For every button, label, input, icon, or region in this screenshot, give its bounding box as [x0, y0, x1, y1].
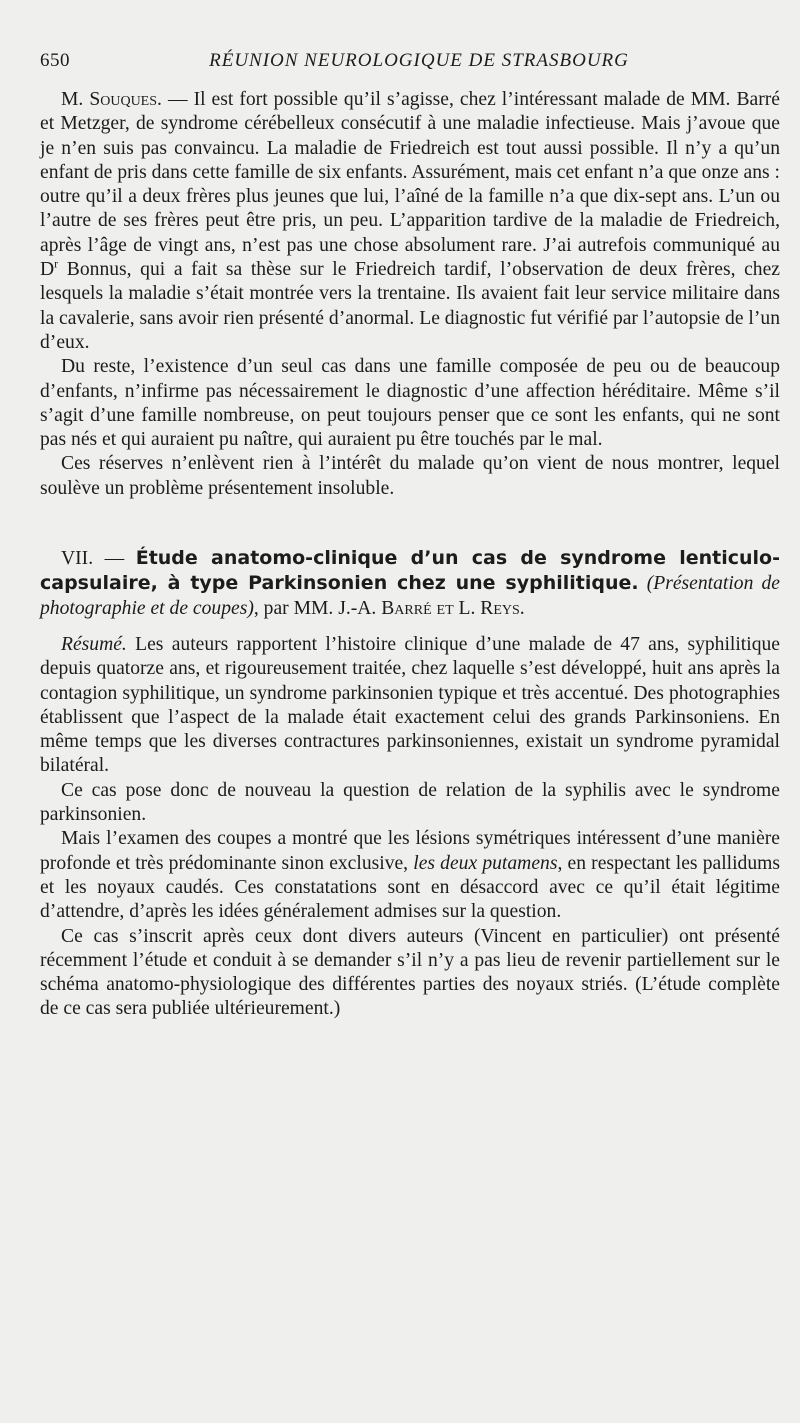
resume-label: Résumé.	[61, 633, 127, 655]
paragraph-text: — Il est fort possible qu’il s’agisse, chez l’intéressant malade de MM. Barré et Metzger, de syndrome cérébelleux consécutif à une maladie infectieuse. Mais j’avoue que je n’en suis pas convaincu. La maladie de Friedreich est tout aussi possible. Il n’y a qu’un enfant de pris dans cette famille de six enfants. Assurément, mais cet enfant n’a que onze ans : outre qu’il a deux frères plus jeunes que lui, l’aîné de la famille n’a que dix-sept ans. L’un ou l’autre de ses frères peut être pris, un peu. L’apparition tardive de la maladie de Friedreich, après l’âge de vingt ans, n’est pas une chose absolument rare. J’ai autrefois communiqué au D	[40, 89, 780, 281]
communication-number: VII. —	[61, 548, 136, 570]
communication-presentation: (Présentation de photographie et de coupes)	[40, 573, 780, 619]
resume-text: Les auteurs rapportent l’histoire clinique d’une malade de 47 ans, syphilitique depuis quatorze ans, et rigoureusement traitée, chez laquelle s’est développé, huit ans après la contagion syphilitique, un syndrome parkinsonien typique et très accentué. Des photographies établissent que l’aspect de la malade était exactement celui des grands Parkinsoniens. En même temps que les diverses contractures parkinsoniennes, existait un syndrome pyramidal bilatéral.	[40, 633, 780, 777]
paragraph-final: Ce cas s’inscrit après ceux dont divers auteurs (Vincent en particulier) ont présenté récemment l’étude et conduit à se demander s’il n’y a pas lieu de revenir partiellement sur le schéma anatomo-physiologique des différentes parties des noyaux striés. (L’étude complète de ce cas sera publiée ultérieurement.)	[40, 925, 780, 1020]
running-head	[40, 50, 768, 76]
communication-title: Étude anatomo-clinique d’un cas de syndrome lenticulo-capsulaire, à type Parkinsonien chez une syphilitique.	[40, 547, 780, 595]
communication-heading	[40, 546, 780, 621]
communication-authors: J.-A. Barré et L. Reys.	[338, 597, 525, 619]
paragraph-souques	[40, 88, 780, 355]
authors-prefix: , par MM.	[253, 597, 339, 619]
running-title: RÉUNION NEUROLOGIQUE DE STRASBOURG	[209, 50, 629, 71]
examen-text-start: Mais l’examen des coupes a montré que les lésions symétriques intéressent d’une manière profonde et très prédominante sinon exclusive,	[40, 828, 780, 874]
paragraph-resume	[40, 633, 780, 779]
paragraph-reserves: Ces réserves n’enlèvent rien à l’intérêt du malade qu’on vient de nous montrer, lequel soulève un problème présentement insoluble.	[40, 453, 780, 499]
paragraph-examen	[40, 827, 780, 924]
superscript: r	[54, 256, 59, 271]
examen-italic: les deux putamens	[413, 852, 558, 874]
paragraph-text-end: Bonnus, qui a fait sa thèse sur le Friedreich tardif, l’observation de deux frères, chez lesquels la maladie s’était montrée vers la trentaine. Ils avaient fait leur service militaire dans la cavalerie, sans avoir rien présenté d’anormal. Le diagnostic fut vérifié par l’autopsie de l’un d’eux.	[40, 259, 780, 353]
paragraph-du-reste: Du reste, l’existence d’un seul cas dans une famille composée de peu ou de beaucoup d’enfants, n’infirme pas nécessairement le diagnostic d’une affection héréditaire. Même s’il s’agit d’une famille nombreuse, on peut toujours penser que ce sont les enfants, qui ne sont pas nés et qui auraient pu naître, qui auraient pu être touchés par le mal.	[40, 356, 780, 451]
page-number: 650	[40, 50, 70, 71]
page-body	[40, 88, 780, 1022]
speaker-name: M. Souques.	[61, 89, 162, 110]
paragraph-question: Ce cas pose donc de nouveau la question de relation de la syphilis avec le syndrome parkinsonien.	[40, 779, 780, 826]
examen-text-end: , en respectant les pallidums et les noyaux caudés. Ces constatations sont en désaccord avec ce qu’il était légitime d’attendre, d’après les idées généralement admises sur la question.	[40, 852, 780, 923]
